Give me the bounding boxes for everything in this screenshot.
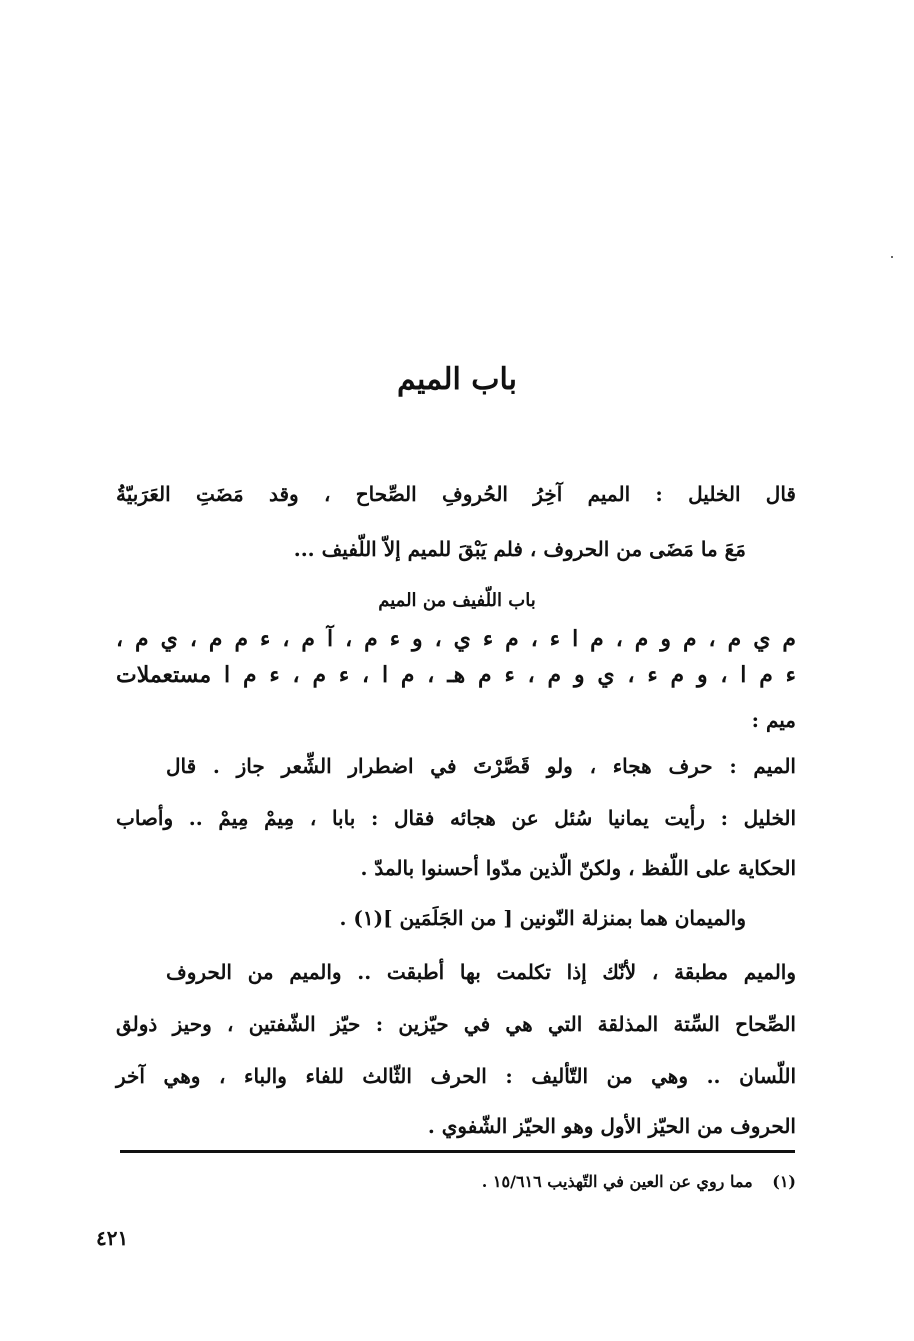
paragraph-1-line-2: الخليل : رأيت يمانيا سُئل عن هجائه فقال : بابا ، مِيمْ مِيمْ .. وأصاب: [116, 806, 796, 830]
paragraph-1-line-3: الحكاية على اللّفظ ، ولكنّ الّذين مدّوا أحسنوا بالمدّ .: [360, 856, 796, 880]
paragraph-3-line-1: والميم مطبقة ، لأنّك إذا تكلمت بها أطبقت .. والميم من الحروف: [166, 960, 796, 984]
paragraph-3-line-2: الصِّحاح السِّتة المذلقة التي هي في حيّزين : حيّز الشّفتين ، وحيز ذولق: [116, 1012, 796, 1036]
intro-line-2: مَعَ ما مَضَى من الحروف ، فلم يَبْقَ للميم إلاّ اللّفيف ...: [293, 537, 746, 561]
footnote-number: (١): [772, 1172, 796, 1191]
footnote-separator: [120, 1150, 795, 1153]
letter-combinations-line-1: م ي م ، م و م ، م ا ء ، م ء ي ، و ء م ، آ م ، ء م م ، ي م ،: [116, 626, 796, 652]
footnote: [116, 1172, 796, 1191]
paragraph-3-line-4: الحروف من الحيّز الأول وهو الحيّز الشّفوي .: [427, 1114, 796, 1138]
footnote-text: مما روي عن العين في التّهذيب ١٥/٦١٦ .: [481, 1172, 753, 1191]
stray-mark: [891, 256, 893, 258]
paragraph-2-line-1: والميمان هما بمنزلة النّونين [ من الجَلَمَين ](١) .: [339, 906, 746, 930]
entry-headword: ميم :: [751, 708, 796, 732]
paragraph-1-line-1: الميم : حرف هجاء ، ولو قَصَّرْتَ في اضطرار الشِّعر جاز . قال: [166, 754, 796, 778]
letter-combinations-line-2: ء م ا ، و م ء ، ي و م ، ء م هـ ، م ا ، ء م ، ء م ا مستعملات: [116, 662, 796, 688]
paragraph-3-line-3: اللّسان .. وهي من التّأليف : الحرف الثّالث للفاء والباء ، وهي آخر: [116, 1064, 796, 1088]
intro-line-1: قال الخليل : الميم آخِرُ الحُروفِ الصِّحاح ، وقد مَضَتِ العَرَبيّةُ: [116, 482, 796, 506]
chapter-title: باب الميم: [396, 362, 517, 397]
section-subheading: باب اللّفيف من الميم: [378, 590, 536, 611]
page-number: ٤٢١: [96, 1226, 129, 1250]
